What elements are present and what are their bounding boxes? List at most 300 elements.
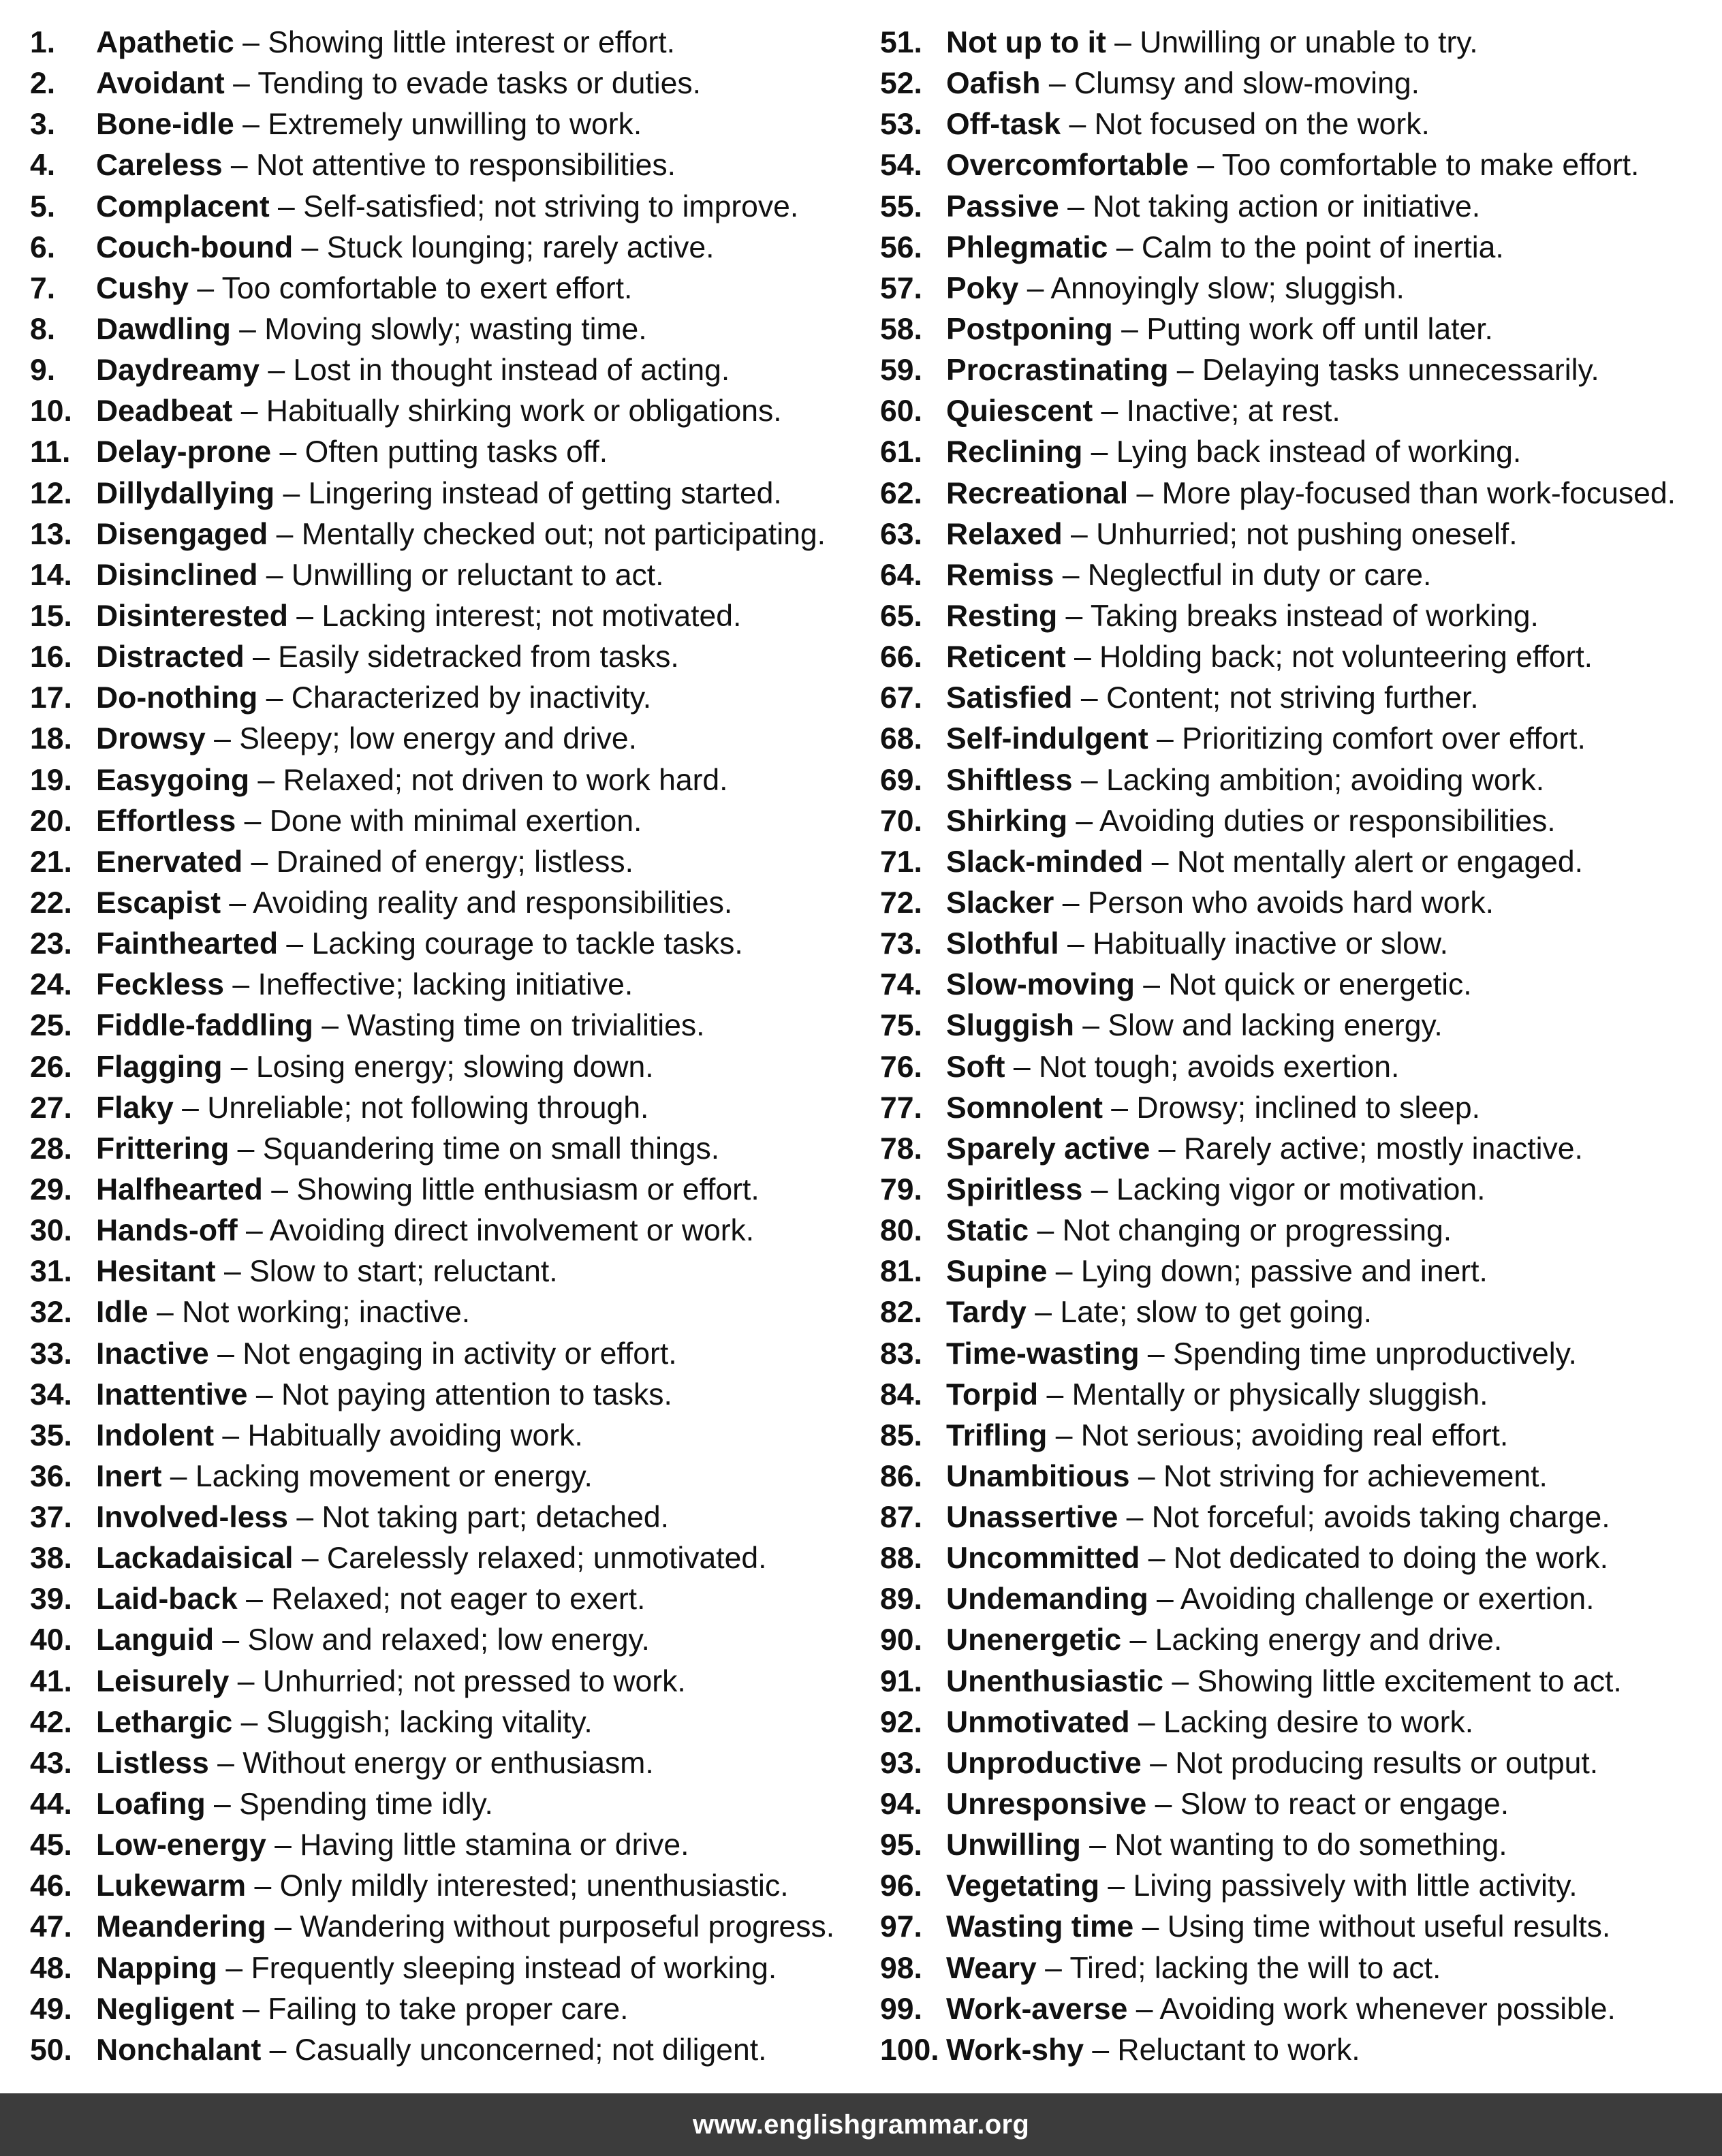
list-item — [880, 1088, 1718, 1129]
list-item — [30, 1948, 847, 1989]
list-item — [30, 965, 847, 1005]
list-item — [30, 268, 847, 309]
item-number: 6. — [30, 230, 56, 264]
item-word: Lethargic — [96, 1705, 233, 1739]
item-definition: – Not attentive to responsibilities. — [222, 149, 676, 183]
item-word: Unwilling — [946, 1828, 1081, 1862]
list-item — [880, 555, 1718, 596]
item-word: Complacent — [96, 189, 270, 223]
item-text — [96, 473, 782, 514]
list-item — [880, 883, 1718, 924]
item-definition: – Delaying tasks unnecessarily. — [1168, 354, 1599, 388]
item-text — [96, 1948, 777, 1989]
item-number: 10. — [30, 394, 72, 428]
item-text — [96, 965, 633, 1005]
footer-website-url: www.englishgrammar.org — [692, 2109, 1030, 2140]
item-text — [96, 883, 732, 924]
list-item — [30, 1456, 847, 1497]
item-definition: – Sluggish; lacking vitality. — [232, 1705, 593, 1739]
item-word: Effortless — [96, 804, 236, 838]
item-word: Enervated — [96, 845, 243, 879]
item-word: Idle — [96, 1296, 148, 1330]
item-word: Delay-prone — [96, 435, 272, 469]
item-word: Drowsy — [96, 722, 206, 756]
item-word: Dawdling — [96, 312, 231, 346]
item-definition: – Losing energy; slowing down. — [222, 1050, 654, 1084]
list-item — [880, 1579, 1718, 1620]
item-definition: – Habitually inactive or slow. — [1059, 927, 1448, 961]
item-number: 29. — [30, 1172, 72, 1206]
item-number: 93. — [880, 1746, 922, 1780]
item-number: 76. — [880, 1050, 922, 1084]
list-item — [30, 596, 847, 637]
item-definition: – Showing little excitement to act. — [1163, 1664, 1622, 1698]
item-number: 42. — [30, 1705, 72, 1739]
item-text — [946, 1170, 1486, 1210]
item-definition: – Tired; lacking the will to act. — [1036, 1951, 1441, 1985]
item-definition: – Frequently sleeping instead of working. — [217, 1951, 777, 1985]
item-word: Passive — [946, 189, 1059, 223]
item-definition: – Tending to evade tasks or duties. — [224, 67, 701, 101]
item-word: Recreational — [946, 476, 1129, 510]
item-definition: – Lacking movement or energy. — [161, 1459, 593, 1493]
item-number: 18. — [30, 722, 72, 756]
item-definition: – Not forceful; avoids taking charge. — [1118, 1501, 1610, 1535]
item-number: 91. — [880, 1664, 922, 1698]
item-text — [96, 719, 637, 760]
item-number: 27. — [30, 1091, 72, 1125]
item-number: 63. — [880, 517, 922, 551]
item-number: 71. — [880, 845, 922, 879]
item-text — [96, 678, 651, 719]
item-word: Lukewarm — [96, 1869, 247, 1903]
item-number: 7. — [30, 271, 56, 305]
item-definition: – Mentally checked out; not participating. — [268, 517, 826, 551]
item-definition: – Person who avoids hard work. — [1054, 886, 1494, 920]
item-text — [96, 1292, 470, 1333]
list-item — [30, 1251, 847, 1292]
list-item — [30, 1907, 847, 1948]
item-word: Bone-idle — [96, 108, 234, 142]
item-word: Trifling — [946, 1418, 1048, 1452]
item-definition: – More play-focused than work-focused. — [1128, 476, 1676, 510]
item-definition: – Self-satisfied; not striving to improve. — [269, 189, 799, 223]
list-item — [880, 678, 1718, 719]
item-word: Quiescent — [946, 394, 1093, 428]
item-definition: – Not changing or progressing. — [1029, 1214, 1452, 1248]
item-number: 84. — [880, 1377, 922, 1411]
item-definition: – Slow and relaxed; low energy. — [214, 1623, 650, 1657]
item-text — [946, 883, 1494, 924]
item-word: Somnolent — [946, 1091, 1103, 1125]
item-text — [96, 63, 701, 104]
item-definition: – Prioritizing comfort over effort. — [1148, 722, 1586, 756]
list-item — [880, 1702, 1718, 1743]
item-number: 14. — [30, 558, 72, 592]
item-number: 46. — [30, 1869, 72, 1903]
list-item — [880, 1292, 1718, 1333]
item-definition: – Not engaging in activity or effort. — [208, 1337, 677, 1371]
item-text — [946, 1702, 1473, 1743]
item-text — [96, 1170, 760, 1210]
item-word: Relaxed — [946, 517, 1063, 551]
item-word: Resting — [946, 599, 1058, 633]
list-item — [880, 1170, 1718, 1210]
list-item — [30, 350, 847, 391]
item-definition: – Not focused on the work. — [1061, 108, 1430, 142]
list-item — [880, 1989, 1718, 2030]
item-number: 1. — [30, 26, 56, 59]
item-word: Hands-off — [96, 1214, 238, 1248]
item-number: 67. — [880, 681, 922, 715]
item-number: 31. — [30, 1255, 72, 1289]
item-text — [96, 924, 743, 965]
item-word: Self-indulgent — [946, 722, 1148, 756]
item-word: Avoidant — [96, 67, 225, 101]
item-word: Supine — [946, 1255, 1048, 1289]
item-definition: – Lacking courage to tackle tasks. — [278, 927, 743, 961]
item-definition: – Taking breaks instead of working. — [1057, 599, 1539, 633]
item-definition: – Putting work off until later. — [1112, 312, 1493, 346]
item-number: 94. — [880, 1787, 922, 1822]
item-text — [96, 1907, 834, 1948]
item-number: 47. — [30, 1910, 72, 1944]
item-word: Languid — [96, 1623, 215, 1657]
list-item — [880, 596, 1718, 637]
item-number: 22. — [30, 886, 72, 920]
item-number: 90. — [880, 1623, 922, 1657]
item-number: 69. — [880, 763, 922, 797]
item-number: 23. — [30, 927, 72, 961]
item-text — [96, 1210, 754, 1251]
item-number: 17. — [30, 681, 72, 715]
item-text — [96, 1866, 789, 1907]
item-definition: – Avoiding challenge or exertion. — [1148, 1582, 1595, 1616]
item-word: Disinterested — [96, 599, 288, 633]
list-item — [880, 1005, 1718, 1046]
list-item — [30, 842, 847, 883]
item-word: Slow-moving — [946, 968, 1135, 1002]
item-word: Unambitious — [946, 1459, 1130, 1493]
item-definition: – Too comfortable to exert effort. — [189, 271, 633, 305]
item-text — [946, 391, 1341, 432]
item-definition: – Not working; inactive. — [148, 1296, 471, 1330]
item-number: 72. — [880, 886, 922, 920]
item-word: Flagging — [96, 1050, 223, 1084]
list-item — [880, 268, 1718, 309]
list-item — [880, 22, 1718, 63]
item-definition: – Squandering time on small things. — [229, 1131, 720, 1166]
item-text — [96, 350, 730, 391]
item-text — [946, 596, 1539, 637]
list-item — [880, 719, 1718, 760]
item-number: 96. — [880, 1869, 922, 1903]
list-item — [30, 432, 847, 473]
item-text — [946, 1251, 1488, 1292]
list-item — [30, 391, 847, 432]
item-definition: – Slow and lacking energy. — [1074, 1009, 1443, 1043]
list-item — [880, 1416, 1718, 1456]
list-item — [30, 1047, 847, 1088]
item-word: Sluggish — [946, 1009, 1074, 1043]
item-number: 13. — [30, 517, 72, 551]
item-text — [96, 637, 679, 678]
list-item — [30, 228, 847, 268]
list-item — [30, 801, 847, 842]
item-text — [946, 1784, 1509, 1825]
item-word: Napping — [96, 1951, 217, 1985]
list-item — [880, 1661, 1718, 1702]
item-definition: – Without energy or enthusiasm. — [208, 1746, 654, 1780]
item-definition: – Not paying attention to tasks. — [247, 1377, 672, 1411]
item-number: 5. — [30, 189, 56, 223]
item-word: Oafish — [946, 67, 1041, 101]
item-definition: – Avoiding direct involvement or work. — [237, 1214, 755, 1248]
item-text — [96, 760, 728, 801]
item-definition: – Casually unconcerned; not diligent. — [261, 2033, 767, 2067]
item-definition: – Characterized by inactivity. — [257, 681, 652, 715]
word-list-left-column — [30, 22, 847, 2071]
item-word: Do-nothing — [96, 681, 258, 715]
item-number: 37. — [30, 1501, 72, 1535]
item-word: Reticent — [946, 640, 1066, 674]
item-text — [946, 228, 1504, 268]
item-definition: – Carelessly relaxed; unmotivated. — [293, 1542, 767, 1576]
item-word: Apathetic — [96, 26, 234, 59]
list-item — [30, 719, 847, 760]
item-word: Inert — [96, 1459, 162, 1493]
item-text — [946, 1743, 1598, 1784]
item-text — [96, 309, 647, 350]
item-definition: – Lying down; passive and inert. — [1047, 1255, 1488, 1289]
item-text — [96, 1620, 650, 1661]
item-word: Negligent — [96, 1992, 234, 2026]
item-text — [946, 1088, 1480, 1129]
item-word: Halfhearted — [96, 1172, 263, 1206]
item-word: Postponing — [946, 312, 1113, 346]
item-number: 88. — [880, 1542, 922, 1576]
item-number: 75. — [880, 1009, 922, 1043]
item-number: 82. — [880, 1296, 922, 1330]
item-definition: – Mentally or physically sluggish. — [1038, 1377, 1488, 1411]
item-word: Tardy — [946, 1296, 1027, 1330]
item-word: Poky — [946, 271, 1019, 305]
item-word: Unenthusiastic — [946, 1664, 1163, 1698]
list-item — [30, 1088, 847, 1129]
list-item — [30, 1416, 847, 1456]
list-item — [880, 391, 1718, 432]
item-number: 51. — [880, 26, 922, 59]
item-text — [96, 1416, 583, 1456]
item-word: Slack-minded — [946, 845, 1144, 879]
item-definition: – Inactive; at rest. — [1093, 394, 1341, 428]
item-word: Phlegmatic — [946, 230, 1108, 264]
item-definition: – Living passively with little activity. — [1099, 1869, 1578, 1903]
item-word: Fainthearted — [96, 927, 279, 961]
item-text — [946, 187, 1480, 228]
item-definition: – Habitually avoiding work. — [214, 1418, 583, 1452]
item-number: 49. — [30, 1992, 72, 2026]
item-definition: – Avoiding work whenever possible. — [1127, 1992, 1616, 2026]
item-word: Deadbeat — [96, 394, 233, 428]
item-text — [946, 432, 1521, 473]
item-word: Hesitant — [96, 1255, 216, 1289]
item-text — [946, 1825, 1507, 1866]
item-number: 35. — [30, 1418, 72, 1452]
item-number: 9. — [30, 354, 56, 388]
list-item — [880, 1784, 1718, 1825]
item-word: Nonchalant — [96, 2033, 262, 2067]
item-word: Satisfied — [946, 681, 1073, 715]
item-number: 3. — [30, 108, 56, 142]
item-text — [96, 228, 715, 268]
item-text — [96, 1251, 558, 1292]
item-text — [946, 1210, 1452, 1251]
list-item — [30, 1005, 847, 1046]
list-item — [30, 1292, 847, 1333]
item-number: 64. — [880, 558, 922, 592]
item-text — [946, 1047, 1399, 1088]
item-word: Vegetating — [946, 1869, 1100, 1903]
item-text — [946, 555, 1431, 596]
list-item — [880, 1334, 1718, 1375]
item-definition: – Holding back; not volunteering effort. — [1065, 640, 1593, 674]
item-definition: – Unhurried; not pressed to work. — [229, 1664, 686, 1698]
item-text — [946, 1497, 1610, 1538]
list-item — [30, 1497, 847, 1538]
item-text — [96, 22, 675, 63]
item-word: Unassertive — [946, 1501, 1118, 1535]
item-definition: – Avoiding reality and responsibilities. — [221, 886, 733, 920]
item-number: 36. — [30, 1459, 72, 1493]
list-item — [30, 187, 847, 228]
item-definition: – Not wanting to do something. — [1080, 1828, 1507, 1862]
item-text — [946, 1375, 1488, 1416]
item-text — [96, 1005, 704, 1046]
item-text — [96, 801, 642, 842]
item-word: Lackadaisical — [96, 1542, 294, 1576]
item-definition: – Wandering without purposeful progress. — [266, 1910, 835, 1944]
item-text — [96, 391, 782, 432]
list-item — [30, 1334, 847, 1375]
item-word: Not up to it — [946, 26, 1106, 59]
list-item — [880, 432, 1718, 473]
item-definition: – Late; slow to get going. — [1026, 1296, 1373, 1330]
item-number: 79. — [880, 1172, 922, 1206]
item-word: Low-energy — [96, 1828, 266, 1862]
item-definition: – Moving slowly; wasting time. — [230, 312, 647, 346]
list-item — [30, 22, 847, 63]
list-item — [30, 1538, 847, 1579]
item-text — [96, 1743, 654, 1784]
list-item — [880, 1210, 1718, 1251]
list-item — [30, 63, 847, 104]
item-number: 65. — [880, 599, 922, 633]
list-item — [880, 350, 1718, 391]
item-text — [96, 842, 633, 883]
item-definition: – Spending time idly. — [205, 1787, 493, 1822]
item-text — [946, 473, 1676, 514]
list-item — [30, 637, 847, 678]
list-item — [880, 1948, 1718, 1989]
item-word: Unresponsive — [946, 1787, 1147, 1822]
list-item — [30, 760, 847, 801]
item-word: Weary — [946, 1951, 1037, 1985]
item-number: 41. — [30, 1664, 72, 1698]
item-definition: – Wasting time on trivialities. — [313, 1009, 705, 1043]
item-number: 45. — [30, 1828, 72, 1862]
item-text — [946, 309, 1493, 350]
item-definition: – Not serious; avoiding real effort. — [1047, 1418, 1509, 1452]
item-word: Work-shy — [946, 2033, 1084, 2067]
item-text — [946, 1866, 1578, 1907]
item-definition: – Ineffective; lacking initiative. — [224, 968, 633, 1002]
item-number: 16. — [30, 640, 72, 674]
list-item — [30, 678, 847, 719]
item-text — [946, 924, 1448, 965]
item-number: 83. — [880, 1337, 922, 1371]
item-word: Shiftless — [946, 763, 1073, 797]
item-number: 2. — [30, 67, 56, 101]
item-number: 80. — [880, 1214, 922, 1248]
item-word: Uncommitted — [946, 1542, 1140, 1576]
list-item — [880, 309, 1718, 350]
item-word: Soft — [946, 1050, 1005, 1084]
item-definition: – Content; not striving further. — [1072, 681, 1479, 715]
item-text — [96, 1538, 766, 1579]
item-text — [96, 1579, 645, 1620]
item-definition: – Using time without useful results. — [1133, 1910, 1611, 1944]
item-word: Slothful — [946, 927, 1059, 961]
item-number: 61. — [880, 435, 922, 469]
item-definition: – Unhurried; not pushing oneself. — [1062, 517, 1518, 551]
item-word: Disinclined — [96, 558, 258, 592]
item-number: 89. — [880, 1582, 922, 1616]
item-number: 26. — [30, 1050, 72, 1084]
item-text — [96, 1375, 672, 1416]
item-text — [96, 2030, 766, 2071]
list-item — [30, 1210, 847, 1251]
list-item — [880, 1497, 1718, 1538]
list-item — [880, 145, 1718, 186]
item-text — [946, 268, 1405, 309]
item-text — [96, 1702, 593, 1743]
list-item — [30, 104, 847, 145]
list-item — [880, 1251, 1718, 1292]
item-definition: – Spending time unproductively. — [1139, 1337, 1577, 1371]
item-text — [946, 1292, 1372, 1333]
item-number: 77. — [880, 1091, 922, 1125]
item-word: Laid-back — [96, 1582, 238, 1616]
item-definition: – Showing little interest or effort. — [234, 26, 675, 59]
item-number: 92. — [880, 1705, 922, 1739]
list-item — [880, 514, 1718, 555]
list-item — [30, 2030, 847, 2071]
item-number: 20. — [30, 804, 72, 838]
item-number: 28. — [30, 1131, 72, 1166]
list-item — [880, 473, 1718, 514]
word-list-right-column — [880, 22, 1718, 2071]
item-word: Wasting time — [946, 1910, 1134, 1944]
item-word: Sparely active — [946, 1131, 1150, 1166]
item-text — [946, 1907, 1610, 1948]
item-text — [96, 1661, 686, 1702]
item-number: 52. — [880, 67, 922, 101]
item-definition: – Slow to react or engage. — [1146, 1787, 1509, 1822]
item-definition: – Drained of energy; listless. — [242, 845, 634, 879]
list-item — [880, 1456, 1718, 1497]
list-item — [880, 1047, 1718, 1088]
